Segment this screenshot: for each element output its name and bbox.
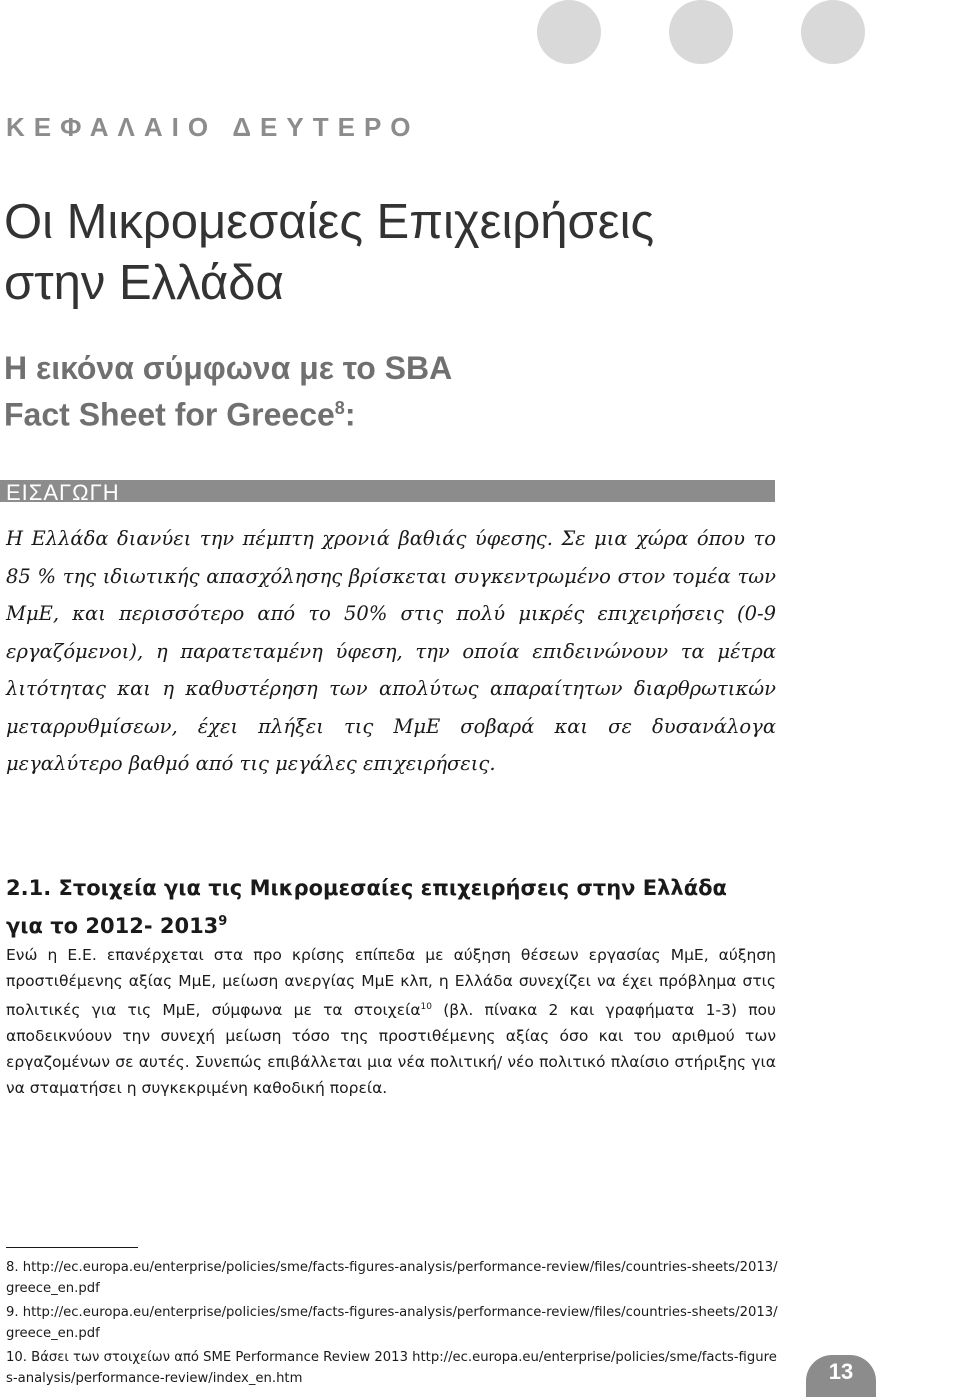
- page-number-tab: 13: [806, 1355, 876, 1397]
- body-paragraph: [6, 942, 776, 1101]
- intro-label: ΕΙΣΑΓΩΓΗ: [6, 480, 120, 502]
- body-text-part-2: (βλ. πίνακα 2 και γραφήματα 1-3) που αποδεικνύουν την συνεχή μείωση τόσο της προστιθέμενης αξίας όσο και του αριθμού των εργαζομένων σε αυτές. Συνεπώς επιβάλλεται μια νέα πολιτική/ νέο πολιτικό πλαίσιο στήριξης για να σταματήσει η συγκεκριμένη καθοδική πορεία.: [6, 1001, 777, 1098]
- subtitle-line-1: Η εικόνα σύμφωνα με το SBA: [4, 350, 453, 386]
- page-title: [4, 192, 884, 314]
- title-line-2: στην Ελλάδα: [4, 256, 284, 310]
- subtitle-footnote-ref[interactable]: 8: [334, 398, 345, 418]
- body-text-part-1: Ενώ η Ε.Ε. επανέρχεται στα προ κρίσης επίπεδα με αύξηση θέσεων εργασίας ΜμΕ, αύξηση προστιθέμενης αξίας ΜμΕ, μείωση ανεργίας ΜμΕ κλπ, η Ελλάδα συνεχίζει να έχει πρόβλημα στις πολιτικές για τις ΜμΕ, σύμφωνα με τα στοιχεία: [6, 946, 776, 1020]
- section-heading-line-1: 2.1. Στοιχεία για τις Μικρομεσαίες επιχειρήσεις στην Ελλάδα: [6, 876, 727, 900]
- footnotes-list: [6, 1258, 778, 1394]
- intro-section-bar: [0, 480, 775, 502]
- section-heading-line-2: για το 2012- 2013: [6, 914, 219, 938]
- footnote-divider: [6, 1247, 138, 1248]
- decorative-circle-3: [801, 0, 865, 64]
- decorative-circle-2: [669, 0, 733, 64]
- intro-paragraph: Η Ελλάδα διανύει την πέμπτη χρονιά βαθιάς ύφεσης. Σε μια χώρα όπου το 85 % της ιδιωτικής απασχόλησης βρίσκεται συγκεντρωμένο στον τομέα των ΜμΕ, και περισσότερο από το 50% στις πολύ μικρές επιχειρήσεις (0-9 εργαζόμενοι), η παρατεταμένη ύφεση, την οποία επιδεινώνουν τα μέτρα λιτότητας και η καθυστέρηση των απολύτως απαραίτητων διαρθρωτικών μεταρρυθμίσεων, έχει πλήξει τις ΜμΕ σοβαρά και σε δυσανάλογα μεγαλύτερο βαθμό από τις μεγάλες επιχειρήσεις.: [6, 527, 776, 775]
- footnote-9[interactable]: 9. http://ec.europa.eu/enterprise/policies/sme/facts-figures-analysis/performance-review/files/countries-sheets/2013/greece_en.pdf: [6, 1305, 778, 1341]
- footnote-10[interactable]: 10. Βάσει των στοιχείων από SME Performance Review 2013 http://ec.europa.eu/enterprise/policies/sme/facts-figures-analysis/performance-review/index_en.htm: [6, 1350, 777, 1386]
- subtitle-line-2: Fact Sheet for Greece: [4, 396, 335, 433]
- section-heading: [6, 872, 786, 943]
- body-footnote-ref[interactable]: 10: [420, 1002, 432, 1012]
- subtitle: [4, 348, 884, 435]
- chapter-label: ΚΕΦΑΛΑΙΟ ΔΕΥΤΕΡΟ: [6, 112, 420, 142]
- section-footnote-ref[interactable]: 9: [218, 914, 228, 929]
- title-line-1: Οι Μικρομεσαίες Επιχειρήσεις: [4, 195, 655, 249]
- decorative-circle-1: [537, 0, 601, 64]
- footnote-8[interactable]: 8. http://ec.europa.eu/enterprise/policies/sme/facts-figures-analysis/performance-review/files/countries-sheets/2013/greece_en.pdf: [6, 1260, 778, 1296]
- subtitle-suffix: :: [344, 396, 356, 433]
